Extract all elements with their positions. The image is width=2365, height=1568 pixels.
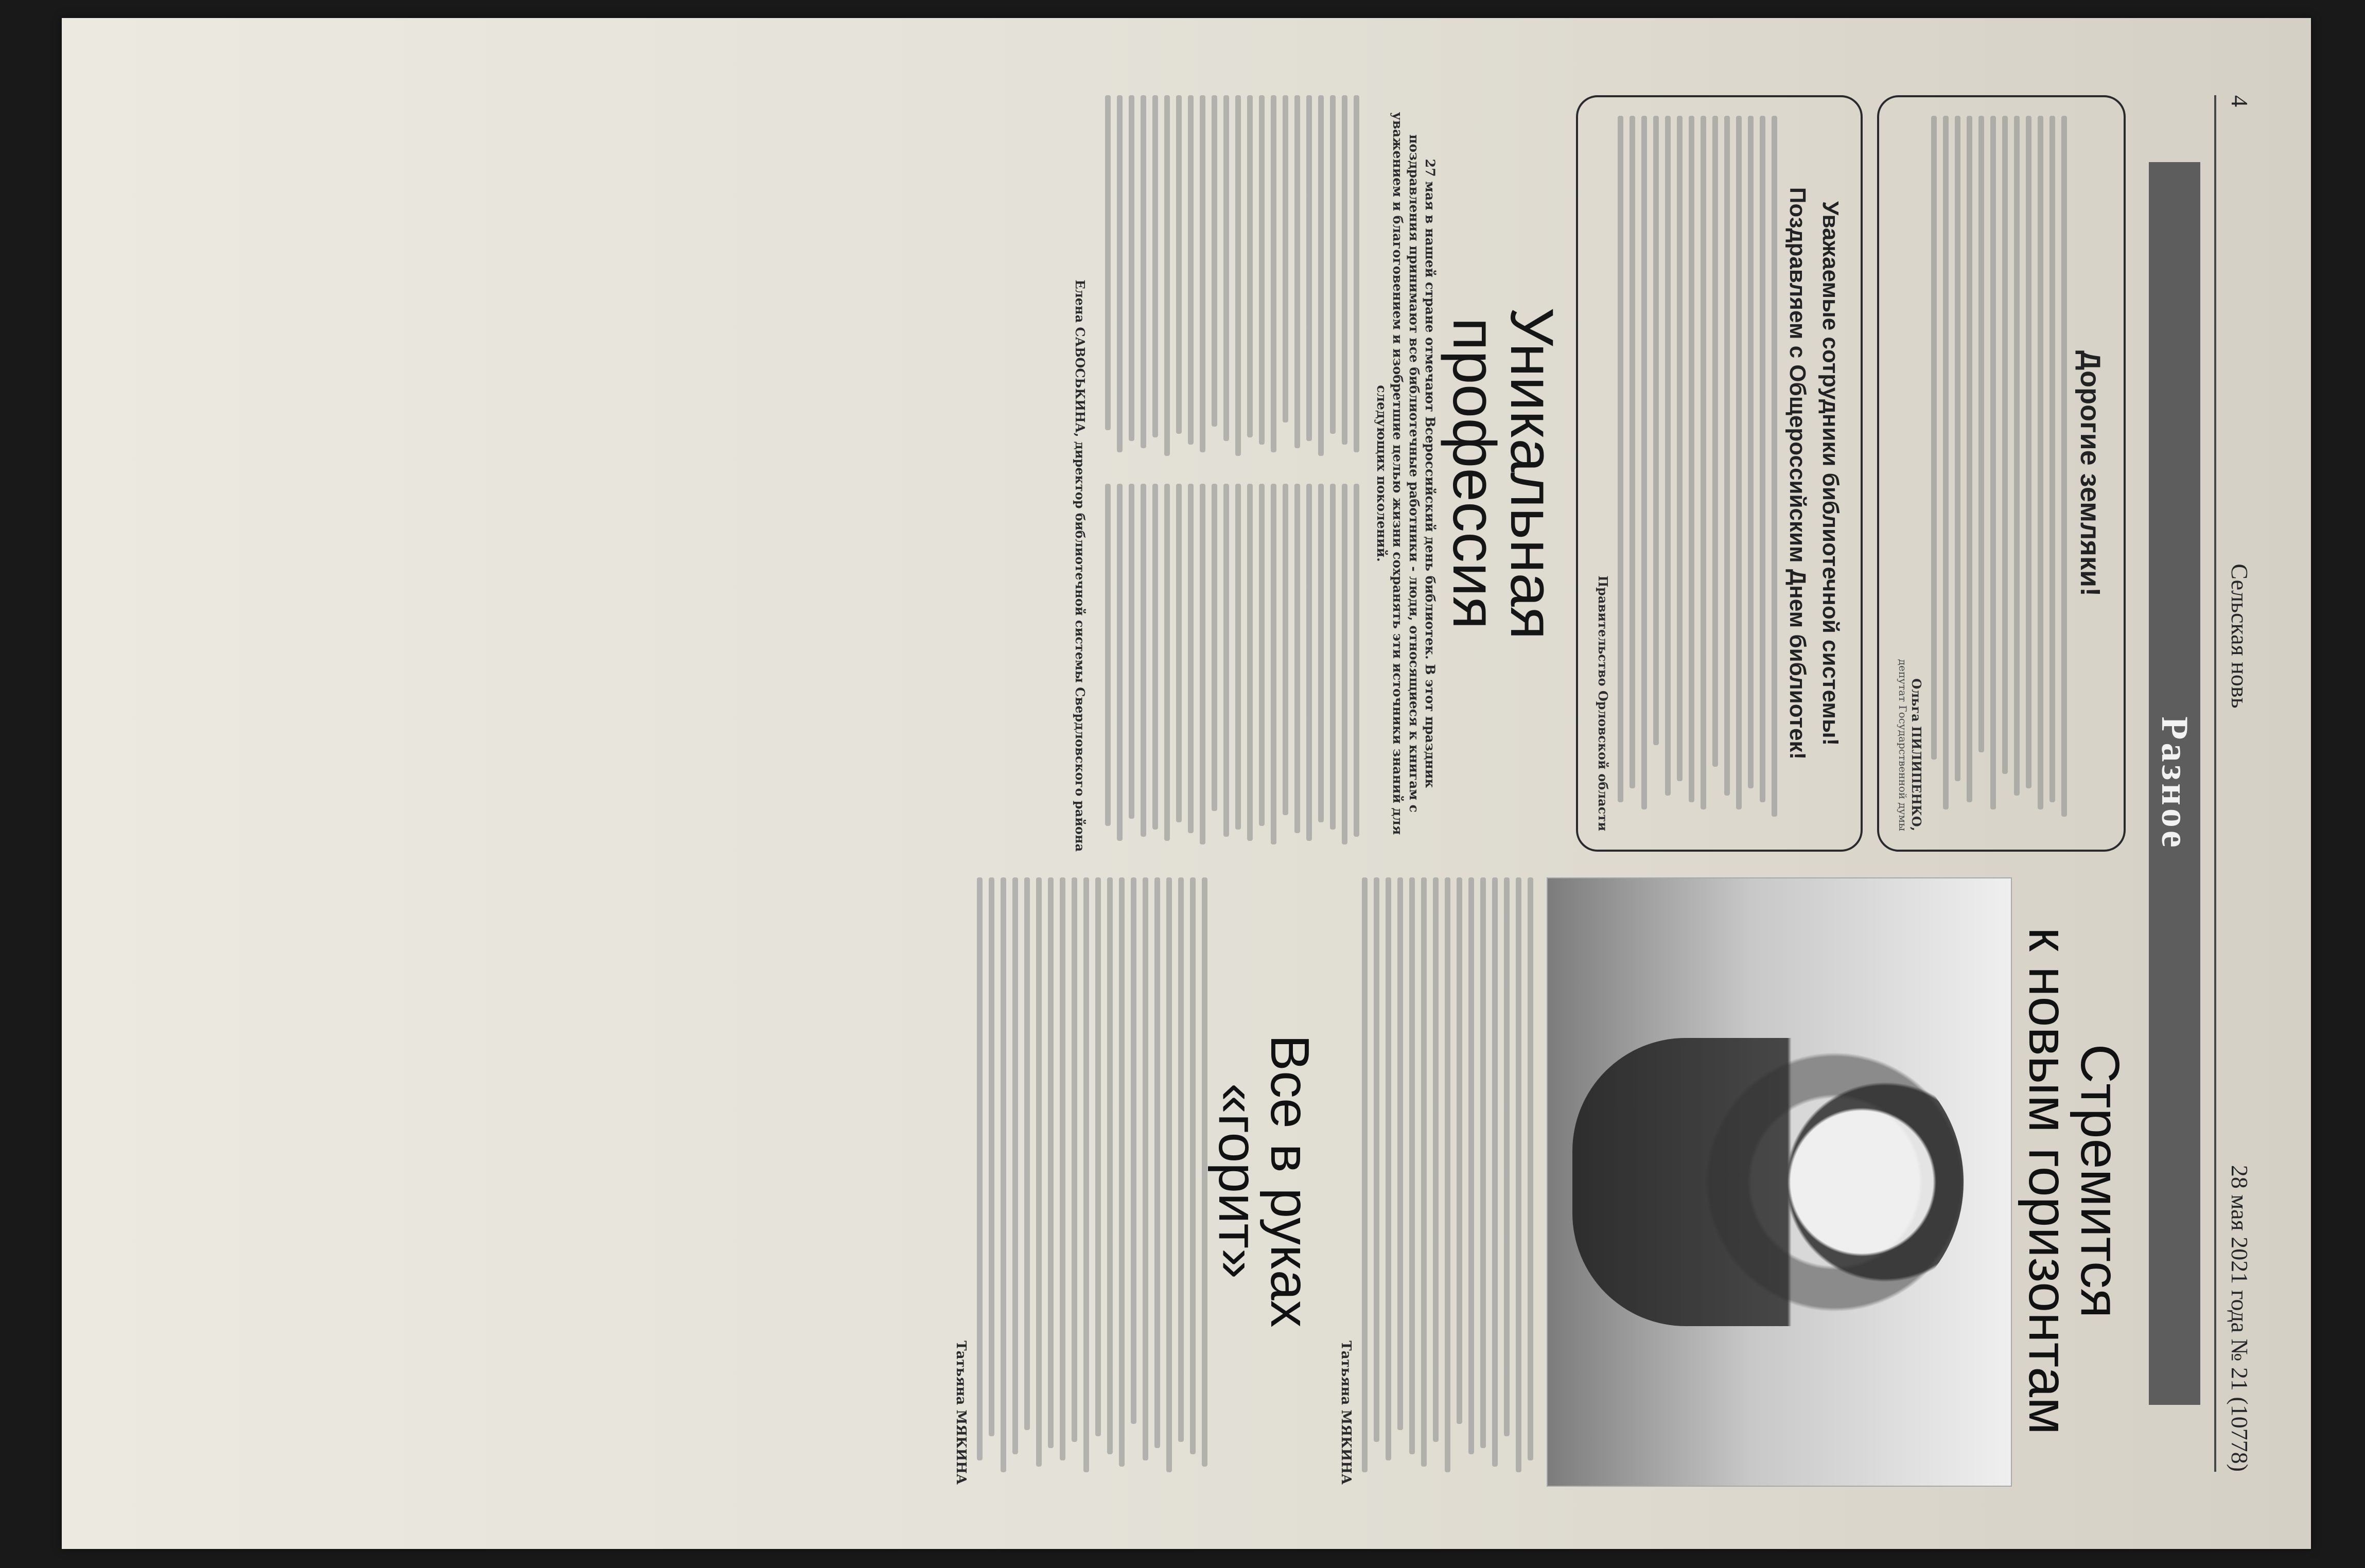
newspaper-sheet — [62, 18, 2311, 1549]
text-line — [1105, 484, 1111, 826]
text-line — [1117, 95, 1123, 452]
all-in-hands-title — [1207, 877, 1320, 1485]
text-line — [1306, 484, 1312, 841]
page-layout — [62, 18, 2311, 1549]
text-line — [1468, 877, 1474, 1454]
text-line — [1164, 95, 1170, 456]
text-line — [1362, 877, 1368, 1472]
text-line — [1457, 877, 1462, 1424]
text-line — [1143, 877, 1148, 1460]
text-line — [1492, 877, 1498, 1467]
article-column-right — [1105, 484, 1359, 852]
horizons-title-line-1: Стремится — [2070, 1044, 2130, 1318]
text-line — [1967, 116, 1972, 802]
article-column-left — [1105, 95, 1359, 463]
text-line — [1978, 116, 1984, 752]
text-line — [1166, 877, 1172, 1472]
text-line — [1117, 484, 1123, 841]
text-line — [1036, 877, 1042, 1467]
text-line — [989, 877, 994, 1436]
text-line — [1212, 484, 1217, 811]
text-line — [1190, 877, 1196, 1454]
greeting-signature-name: Ольга ПИЛИПЕНКО, — [1909, 678, 1924, 831]
horizons-title-line-2: к новым горизонтам — [2018, 927, 2079, 1435]
text-line — [1012, 877, 1018, 1454]
text-line — [1354, 484, 1359, 837]
page-number: 4 — [2227, 95, 2253, 107]
issue-date: 28 мая 2021 года № 21 (10778) — [2227, 1165, 2253, 1472]
text-line — [1212, 95, 1217, 427]
text-line — [1701, 116, 1706, 809]
text-line — [1129, 484, 1134, 819]
text-line — [2049, 116, 2055, 802]
text-line — [1641, 116, 1647, 809]
text-line — [1318, 484, 1324, 822]
greeting-signature-role: депутат Государственной думы — [1897, 659, 1909, 831]
congratulations-text-block — [1618, 116, 1777, 831]
text-line — [1386, 877, 1391, 1460]
unique-profession-signature: Елена САВОСЬКИНА, директор библиотечной системы Свердловского района — [1072, 279, 1088, 852]
text-line — [1760, 116, 1765, 802]
text-line — [1504, 877, 1510, 1436]
text-line — [2014, 116, 2020, 796]
rotated-page-content — [62, 18, 2311, 1549]
text-line — [1330, 95, 1336, 434]
text-line — [1105, 95, 1111, 430]
text-line — [1072, 877, 1077, 1442]
text-line — [1200, 484, 1205, 844]
text-line — [1247, 95, 1253, 437]
text-line — [1283, 95, 1288, 422]
text-line — [1445, 877, 1450, 1472]
text-line — [1141, 95, 1146, 448]
congratulations-signature: Правительство Орловской области — [1596, 575, 1610, 831]
text-line — [1176, 95, 1182, 434]
text-line — [1235, 95, 1241, 456]
text-line — [1354, 95, 1359, 452]
text-line — [1107, 877, 1113, 1454]
text-line — [1223, 95, 1229, 441]
text-line — [1748, 116, 1754, 788]
text-line — [1689, 116, 1694, 802]
text-line — [1001, 877, 1006, 1472]
text-line — [1235, 484, 1241, 830]
text-line — [1152, 95, 1158, 437]
horizons-author: Татьяна МЯКИНА — [1338, 1341, 1354, 1485]
text-line — [1200, 95, 1205, 452]
text-line — [1188, 95, 1194, 445]
greeting-signature — [1897, 116, 1924, 831]
all-in-hands-text-block — [977, 877, 1207, 1485]
unique-profession-title-line-2: профессия — [1440, 318, 1508, 629]
library-congratulations-box — [1576, 95, 1863, 852]
librarian-photo — [1547, 877, 2012, 1487]
text-line — [1119, 877, 1125, 1467]
unique-profession-body — [1098, 95, 1363, 852]
text-line — [1630, 116, 1635, 788]
text-line — [1306, 95, 1312, 441]
section-rubric: Разное — [2149, 162, 2200, 1405]
text-line — [1955, 116, 1960, 781]
all-in-hands-author: Татьяна МЯКИНА — [953, 1341, 969, 1485]
text-line — [1724, 116, 1730, 796]
text-line — [1095, 877, 1101, 1436]
text-line — [1397, 877, 1403, 1430]
text-line — [977, 877, 983, 1460]
text-line — [2002, 116, 2008, 774]
text-line — [1342, 95, 1347, 445]
text-line — [1528, 877, 1533, 1460]
congratulations-line-1: Уважаемые сотрудники библиотечной системы! — [1818, 201, 1843, 746]
photo-person — [1572, 1038, 1964, 1326]
text-line — [1294, 484, 1300, 833]
right-column — [144, 877, 2130, 1485]
text-line — [1141, 484, 1146, 837]
left-column — [144, 95, 2126, 852]
text-line — [1421, 877, 1427, 1467]
unique-profession-title-line-1: Уникальная — [1498, 307, 1566, 640]
text-line — [1931, 116, 1937, 760]
congratulations-line-2: Поздравляем с Общероссийским Днем библиотек! — [1785, 187, 1810, 760]
unique-profession-lead: 27 мая в нашей стране отмечают Всероссийский день библиотек. В этот праздник поздравления принимают все библиотечные работники - люди, относящиеся к книгам с уважением и благоговением и изобретшие целью жизни сохранять эти источники знаний для следующих поколений. — [1374, 112, 1438, 835]
text-line — [1188, 484, 1194, 833]
text-line — [1433, 877, 1439, 1442]
text-line — [1048, 877, 1054, 1448]
text-line — [1060, 877, 1065, 1460]
text-line — [2061, 116, 2067, 817]
text-line — [1990, 116, 1996, 809]
text-line — [1409, 877, 1415, 1454]
text-line — [1024, 877, 1030, 1430]
text-line — [1677, 116, 1683, 781]
text-line — [2038, 116, 2043, 809]
text-line — [1516, 877, 1521, 1472]
text-line — [1259, 484, 1265, 826]
text-line — [1259, 95, 1265, 445]
text-line — [1247, 484, 1253, 841]
greeting-text-block — [1931, 116, 2067, 831]
text-line — [1164, 484, 1170, 841]
newspaper-name: Сельская новь — [2227, 563, 2253, 709]
text-line — [2026, 116, 2031, 788]
text-line — [1943, 116, 1949, 809]
all-in-hands-title-line-1: Все в руках — [1259, 1034, 1320, 1328]
text-line — [1480, 877, 1486, 1448]
text-line — [1330, 484, 1336, 830]
text-line — [1294, 95, 1300, 448]
text-line — [1318, 95, 1324, 456]
text-line — [1154, 877, 1160, 1448]
text-line — [1152, 484, 1158, 830]
text-line — [1176, 484, 1182, 822]
text-line — [1271, 484, 1276, 844]
horizons-text-block — [1362, 877, 1533, 1485]
greeting-box — [1877, 95, 2126, 852]
text-line — [1374, 877, 1379, 1442]
text-line — [1772, 116, 1777, 817]
text-line — [1178, 877, 1184, 1442]
text-line — [1271, 95, 1276, 452]
text-line — [1618, 116, 1623, 802]
text-line — [1342, 484, 1347, 844]
greeting-title: Дорогие земляки! — [2075, 350, 2106, 597]
text-line — [1736, 116, 1742, 809]
text-line — [1083, 877, 1089, 1472]
text-line — [1129, 95, 1134, 441]
text-line — [1223, 484, 1229, 837]
unique-profession-title — [1440, 95, 1566, 852]
unique-profession-article — [1072, 95, 1566, 852]
all-in-hands-title-line-2: «горит» — [1207, 1083, 1268, 1279]
text-line — [1283, 484, 1288, 815]
horizons-title — [2018, 877, 2130, 1485]
text-line — [1665, 116, 1671, 796]
text-line — [1712, 116, 1718, 767]
text-line — [1131, 877, 1136, 1424]
text-line — [1653, 116, 1659, 745]
text-line — [1202, 877, 1207, 1467]
